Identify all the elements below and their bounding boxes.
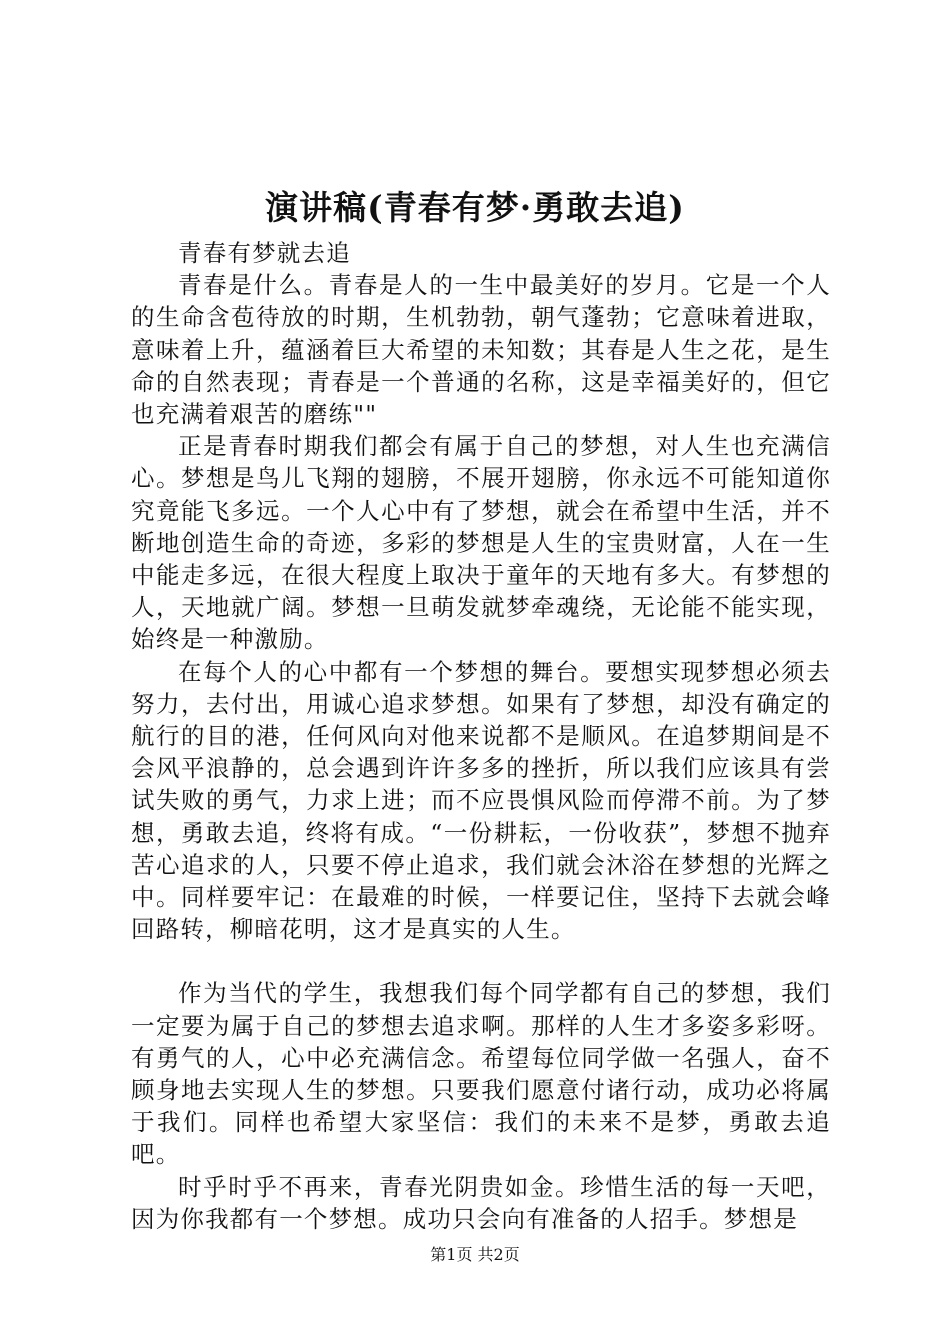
paragraph-subtitle: 青春有梦就去追: [178, 239, 351, 267]
paragraph: 时乎时乎不再来，青春光阴贵如金。珍惜生活的每一天吧，因为你我都有一个梦想。成功只会向有准备的人招手。梦想是: [131, 1172, 831, 1233]
page-number-footer: 第1页 共2页: [430, 1245, 520, 1264]
document-body: [131, 237, 831, 1235]
paragraph: 正是青春时期我们都会有属于自己的梦想，对人生也充满信心。梦想是鸟儿飞翔的翅膀，不展开翅膀，你永远不可能知道你究竟能飞多远。一个人心中有了梦想，就会在希望中生活，并不断地创造生命的奇迹，多彩的梦想是人生的宝贵财富，人在一生中能走多远，在很大程度上取决于童年的天地有多大。有梦想的人，天地就广阔。梦想一旦萌发就梦牵魂绕，无论能不能实现，始终是一种激励。: [131, 432, 831, 654]
paragraph: 在每个人的心中都有一个梦想的舞台。要想实现梦想必须去努力，去付出，用诚心追求梦想。如果有了梦想，却没有确定的航行的目的港，任何风向对他来说都不是顺风。在追梦期间是不会风平浪静的，总会遇到许许多多的挫折，所以我们应该具有尝试失败的勇气，力求上进；而不应畏惧风险而停滞不前。为了梦想，勇敢去追，终将有成。“一份耕耘，一份收获”，梦想不抛弃苦心追求的人，只要不停止追求，我们就会沐浴在梦想的光辉之中。同样要牢记：在最难的时候，一样要记住，坚持下去就会峰回路转，柳暗花明，这才是真实的人生。: [131, 657, 831, 944]
document-title: 演讲稿(青春有梦·勇敢去追): [265, 188, 685, 227]
paragraph: 青春是什么。青春是人的一生中最美好的岁月。它是一个人的生命含苞待放的时期，生机勃勃，朝气蓬勃；它意味着进取，意味着上升，蕴涵着巨大希望的未知数；其春是人生之花，是生命的自然表现；青春是一个普通的名称，这是幸福美好的，但它也充满着艰苦的磨练"": [131, 271, 831, 429]
paragraph: 作为当代的学生，我想我们每个同学都有自己的梦想，我们一定要为属于自己的梦想去追求啊。那样的人生才多姿多彩呀。有勇气的人，心中必充满信念。希望每位同学做一名强人，奋不顾身地去实现人生的梦想。只要我们愿意付诸行动，成功必将属于我们。同样也希望大家坚信：我们的未来不是梦，勇敢去追吧。: [131, 979, 831, 1169]
